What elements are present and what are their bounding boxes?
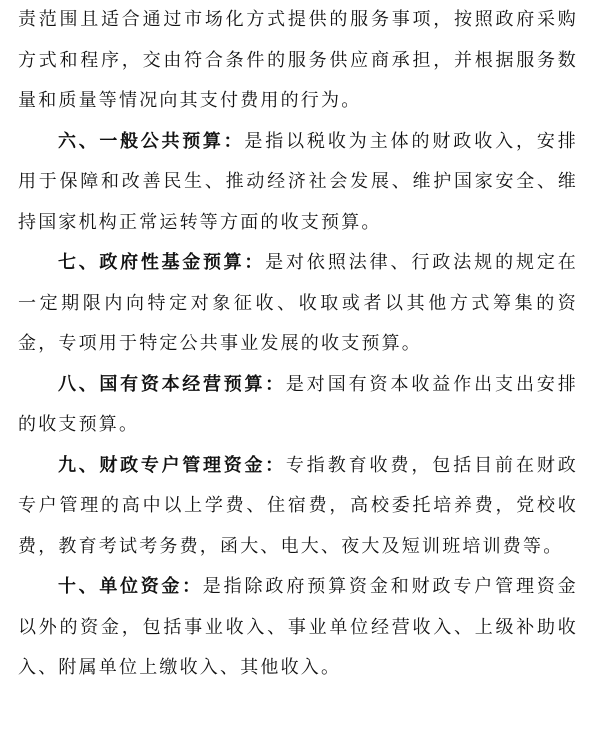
paragraph-state-capital-budget [18, 365, 578, 446]
paragraph-text: 是指除政府预算资金和财政专户管理资金以外的资金，包括事业收入、事业单位经营收入、上级补助收入、附属单位上缴收入、其他收入。 [18, 576, 578, 678]
paragraph-text: 是指以税收为主体的财政收入，安排用于保障和改善民生、推动经济社会发展、维护国家安全、维持国家机构正常运转等方面的收支预算。 [18, 130, 579, 233]
document-page [18, 0, 578, 689]
term-heading: 七、政府性基金预算： [58, 252, 266, 273]
term-heading: 十、单位资金： [58, 576, 203, 597]
paragraph-unit-funds [18, 567, 578, 689]
paragraph-text: 专指教育收费，包括目前在财政专户管理的高中以上学费、住宿费，高校委托培养费，党校收费，教育考试考务费，函大、电大、夜大及短训班培训费等。 [18, 454, 578, 557]
paragraph-text: 是对依照法律、行政法规的规定在一定期限内向特定对象征收、收取或者以其他方式筹集的资金，专项用于特定公共事业发展的收支预算。 [18, 252, 579, 354]
term-heading: 八、国有资本经营预算： [58, 373, 286, 395]
term-heading: 九、财政专户管理资金： [58, 454, 286, 476]
paragraph-general-public-budget [18, 122, 578, 244]
term-heading: 六、一般公共预算： [58, 130, 245, 152]
paragraph-text: 责范围且适合通过市场化方式提供的服务事项，按照政府采购方式和程序，交由符合条件的服务供应商承担，并根据服务数量和质量等情况向其支付费用的行为。 [18, 9, 578, 111]
paragraph-continued [18, 0, 578, 122]
paragraph-text: 是对国有资本收益作出支出安排的收支预算。 [18, 373, 578, 435]
paragraph-government-fund-budget [18, 243, 578, 365]
paragraph-special-account-funds [18, 446, 578, 568]
